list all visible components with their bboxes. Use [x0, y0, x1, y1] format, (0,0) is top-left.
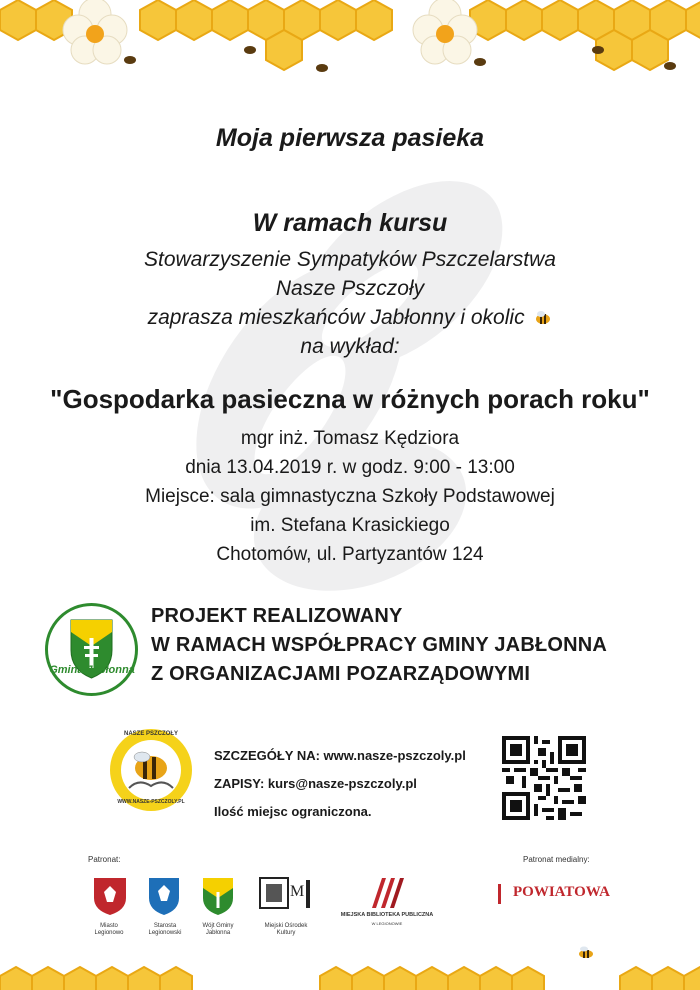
library-name: MIEJSKA BIBLIOTEKA PUBLICZNA: [340, 912, 434, 918]
honeycomb-bottom-decoration: [0, 962, 700, 990]
legionowo-crest-icon: [90, 876, 130, 916]
media-name: POWIATOWA: [513, 884, 610, 900]
project-line: PROJEKT REALIZOWANY: [151, 605, 403, 627]
organizer-line: Stowarzyszenie Sympatyków Pszczelarstwa: [144, 248, 556, 271]
media-patron-label: Patronat medialny:: [523, 855, 590, 864]
qr-code[interactable]: [501, 736, 587, 820]
patron-caption: Starosta Legionowski: [148, 923, 182, 936]
date-time: dnia 13.04.2019 r. w godz. 9:00 - 13:00: [185, 457, 515, 478]
limited-places: Ilość miejsc ograniczona.: [214, 804, 372, 819]
library-logo: [366, 876, 406, 910]
bee-icon: [576, 946, 596, 960]
logo-bottom-text: WWW.NASZE-PSZCZOLY.PL: [117, 799, 185, 805]
gmina-logo-label: Gmina Jabłonna: [49, 664, 135, 676]
logo-top-text: NASZE PSZCZOŁY: [123, 731, 178, 737]
patron-caption: Wójt Gminy Jabłonna: [202, 923, 234, 936]
series-title: Moja pierwsza pasieka: [215, 124, 485, 152]
patron-caption: Miejski Ośrodek Kultury: [264, 923, 308, 936]
library-subname: W LEGIONOWIE: [371, 921, 403, 926]
invite-text: zaprasza mieszkańców Jabłonny i okolic: [147, 306, 525, 329]
lecture-title: "Gospodarka pasieczna w różnych porach roku": [50, 384, 650, 414]
wojt-crest-icon: [200, 876, 236, 916]
lecture-intro: na wykład:: [300, 335, 400, 358]
starosta-crest-icon: [146, 876, 182, 916]
speaker: mgr inż. Tomasz Kędziora: [240, 428, 460, 449]
mok-logo: [258, 876, 314, 916]
project-statement: [151, 602, 607, 689]
patron-label: Patronat:: [88, 855, 121, 864]
venue-school: im. Stefana Krasickiego: [250, 515, 450, 536]
intro-heading: W ramach kursu: [252, 209, 448, 237]
details-link[interactable]: SZCZEGÓŁY NA: www.nasze-pszczoly.pl: [214, 748, 466, 763]
signup-email[interactable]: ZAPISY: kurs@nasze-pszczoly.pl: [214, 776, 417, 791]
contact-details: [214, 742, 466, 826]
powiatowa-logo: [498, 884, 619, 904]
project-line: Z ORGANIZACJAMI POZARZĄDOWYMI: [151, 663, 531, 685]
bee-icon: [534, 310, 552, 326]
gmina-jablonna-logo: [44, 602, 139, 697]
organizer-name: Nasze Pszczoły: [275, 277, 425, 300]
venue: Miejsce: sala gimnastyczna Szkoły Podstawowej: [145, 486, 555, 507]
patron-caption: Miasto Legionowo: [94, 923, 124, 936]
project-line: W RAMACH WSPÓŁPRACY GMINY JABŁONNA: [151, 634, 608, 656]
svg-text:M: M: [290, 883, 305, 900]
address: Chotomów, ul. Partyzantów 124: [216, 544, 484, 565]
bee-watermark: [110, 95, 580, 655]
invite-line: [0, 303, 700, 332]
honeycomb-top-decoration: [0, 0, 700, 72]
